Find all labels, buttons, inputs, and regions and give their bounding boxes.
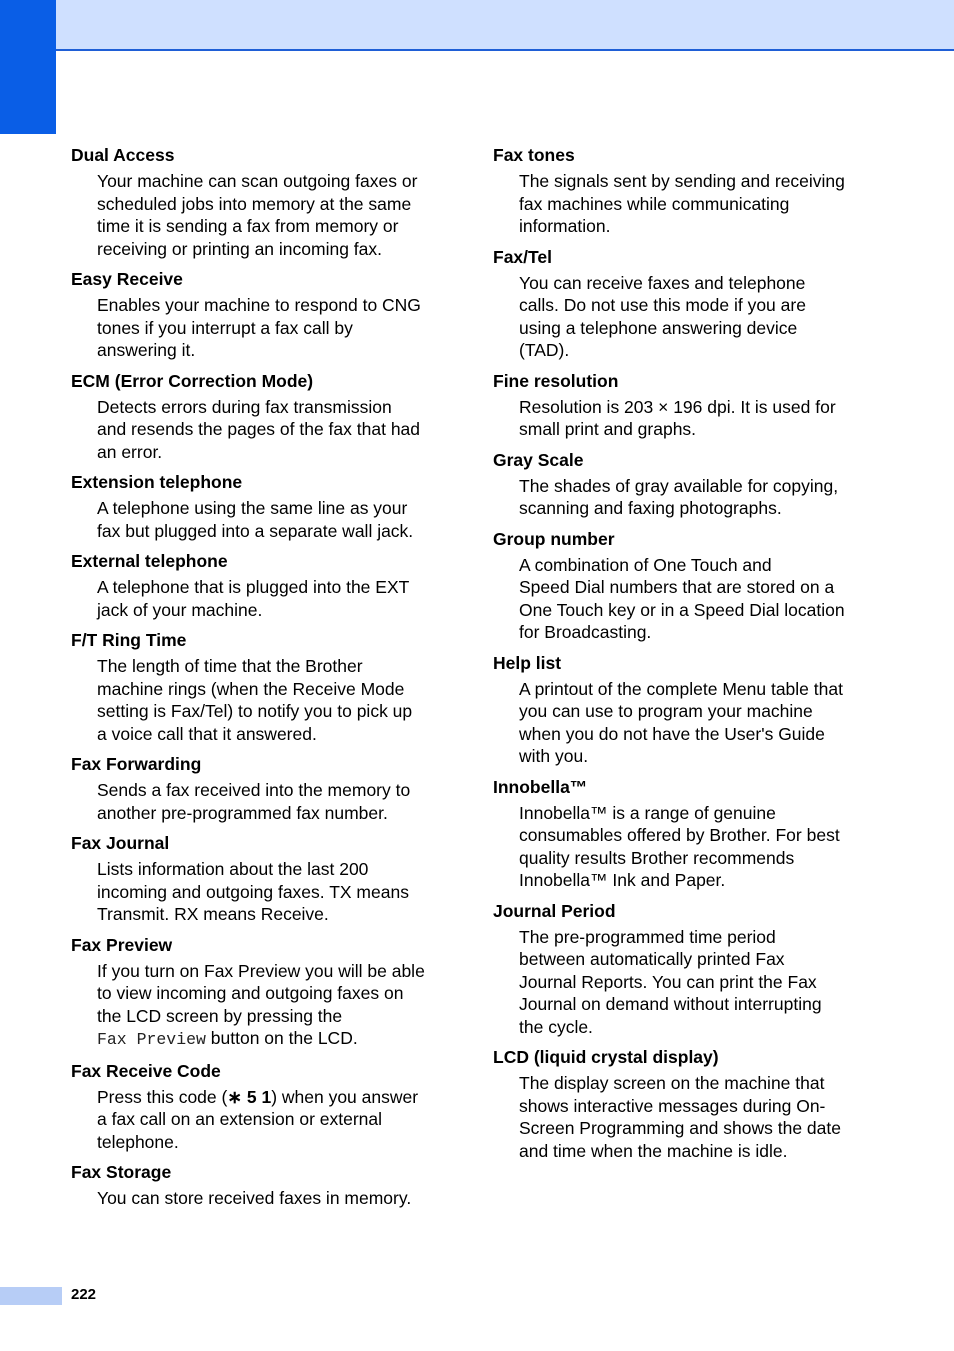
glossary-entry	[493, 371, 863, 441]
entry-definition: You can store received faxes in memory.	[97, 1188, 412, 1208]
page-number: 222	[71, 1286, 97, 1303]
entry-definition: Lists information about the last 200 incoming and outgoing faxes. TX means Transmit. RX means Receive.	[97, 859, 409, 924]
glossary-entry	[71, 630, 441, 745]
entry-definition: A telephone that is plugged into the EXT jack of your machine.	[97, 577, 410, 620]
definition-text: Press this code (	[97, 1086, 228, 1107]
entry-term: Dual Access	[71, 145, 175, 165]
glossary-entry	[71, 1162, 441, 1210]
entry-definition: The pre-programmed time period between automatically printed Fax Journal Reports. You can print the Fax Journal on demand without interrupting the cycle.	[519, 926, 822, 1037]
glossary-entry	[71, 371, 441, 464]
fax-preview-button-label: Fax Preview	[97, 1030, 206, 1049]
glossary-entry	[71, 833, 441, 926]
definition-text: ) when you answer a fax call on an extension or external telephone.	[97, 1086, 419, 1152]
entry-definition: A printout of the complete Menu table that you can use to program your machine when you do not have the User's Guide with you.	[519, 678, 843, 766]
entry-term: Fax Journal	[71, 833, 170, 853]
glossary-entry	[493, 450, 863, 520]
glossary-entry	[71, 269, 441, 362]
entry-definition: The signals sent by sending and receiving fax machines while communicating information.	[519, 171, 845, 236]
glossary-entry	[71, 551, 441, 621]
entry-term: Help list	[493, 652, 562, 673]
glossary-entry-fax-receive-code	[71, 1061, 441, 1154]
entry-definition: A combination of One Touch and Speed Dial numbers that are stored on a One Touch key or in a Speed Dial location for Broadcasting.	[519, 554, 845, 642]
entry-definition: Innobella™ is a range of genuine consumables offered by Brother. For best quality results Brother recommends Innobella™ Ink and Paper.	[519, 802, 840, 890]
glossary-entry	[71, 145, 441, 260]
glossary-entry	[493, 247, 863, 362]
entry-term: LCD (liquid crystal display)	[493, 1047, 719, 1067]
glossary-entry	[493, 901, 863, 1039]
entry-term: Fax/Tel	[493, 246, 553, 267]
receive-code: ∗ 5 1	[227, 1086, 272, 1107]
header-band	[56, 0, 954, 51]
entry-definition: Enables your machine to respond to CNG tones if you interrupt a fax call by answering it.	[97, 295, 421, 360]
entry-definition	[97, 960, 441, 1052]
glossary-left-column	[71, 145, 441, 1219]
glossary-entry	[71, 472, 441, 542]
entry-term: Innobella™	[493, 776, 588, 797]
entry-term: Fax Storage	[71, 1162, 172, 1182]
entry-term: F/T Ring Time	[71, 630, 187, 650]
glossary-entry	[493, 145, 863, 238]
entry-term: Journal Period	[493, 900, 616, 921]
entry-term: Easy Receive	[71, 269, 183, 289]
page-number-tab	[0, 1287, 62, 1305]
entry-definition: The length of time that the Brother machine rings (when the Receive Mode setting is Fax/Tel) to notify you to pick up a voice call that it answered.	[97, 656, 413, 744]
entry-definition: The shades of gray available for copying, scanning and faxing photographs.	[519, 475, 839, 518]
glossary-entry	[493, 1047, 863, 1162]
entry-term: Fax tones	[493, 145, 575, 165]
glossary-entry	[493, 777, 863, 892]
glossary-entry	[493, 529, 863, 644]
entry-term: Fax Preview	[71, 934, 173, 955]
glossary-entry	[71, 754, 441, 824]
entry-definition: You can receive faxes and telephone calls. Do not use this mode if you are using a telephone answering device (TAD).	[519, 272, 806, 360]
entry-term: ECM (Error Correction Mode)	[71, 370, 314, 391]
entry-definition: Resolution is 203 × 196 dpi. It is used for small print and graphs.	[519, 396, 836, 439]
glossary-entry-fax-preview	[71, 935, 441, 1052]
entry-term: Group number	[493, 528, 615, 549]
entry-term: Fine resolution	[493, 370, 619, 391]
definition-text: button on the LCD.	[205, 1028, 358, 1048]
entry-term: Gray Scale	[493, 449, 584, 470]
entry-definition: Detects errors during fax transmission and resends the pages of the fax that had an error.	[97, 396, 421, 462]
entry-definition: Sends a fax received into the memory to another pre-programmed fax number.	[97, 780, 411, 823]
entry-definition: The display screen on the machine that shows interactive messages during On- Screen Programming and shows the date and time when the machine is idle.	[519, 1073, 841, 1161]
entry-term: Fax Receive Code	[71, 1060, 221, 1081]
entry-definition: Your machine can scan outgoing faxes or scheduled jobs into memory at the same time it is sending a fax from memory or receiving or printing an incoming fax.	[97, 171, 418, 259]
entry-term: Extension telephone	[71, 472, 243, 492]
entry-definition: A telephone using the same line as your fax but plugged into a separate wall jack.	[97, 498, 414, 541]
entry-term: Fax Forwarding	[71, 754, 202, 774]
glossary-right-column	[493, 145, 863, 1171]
chapter-tab	[0, 0, 56, 134]
definition-text: If you turn on Fax Preview you will be able to view incoming and outgoing faxes on the LCD screen by pressing the	[97, 960, 425, 1026]
glossary-entry	[493, 653, 863, 768]
entry-term: External telephone	[71, 551, 228, 571]
entry-definition	[97, 1086, 441, 1154]
